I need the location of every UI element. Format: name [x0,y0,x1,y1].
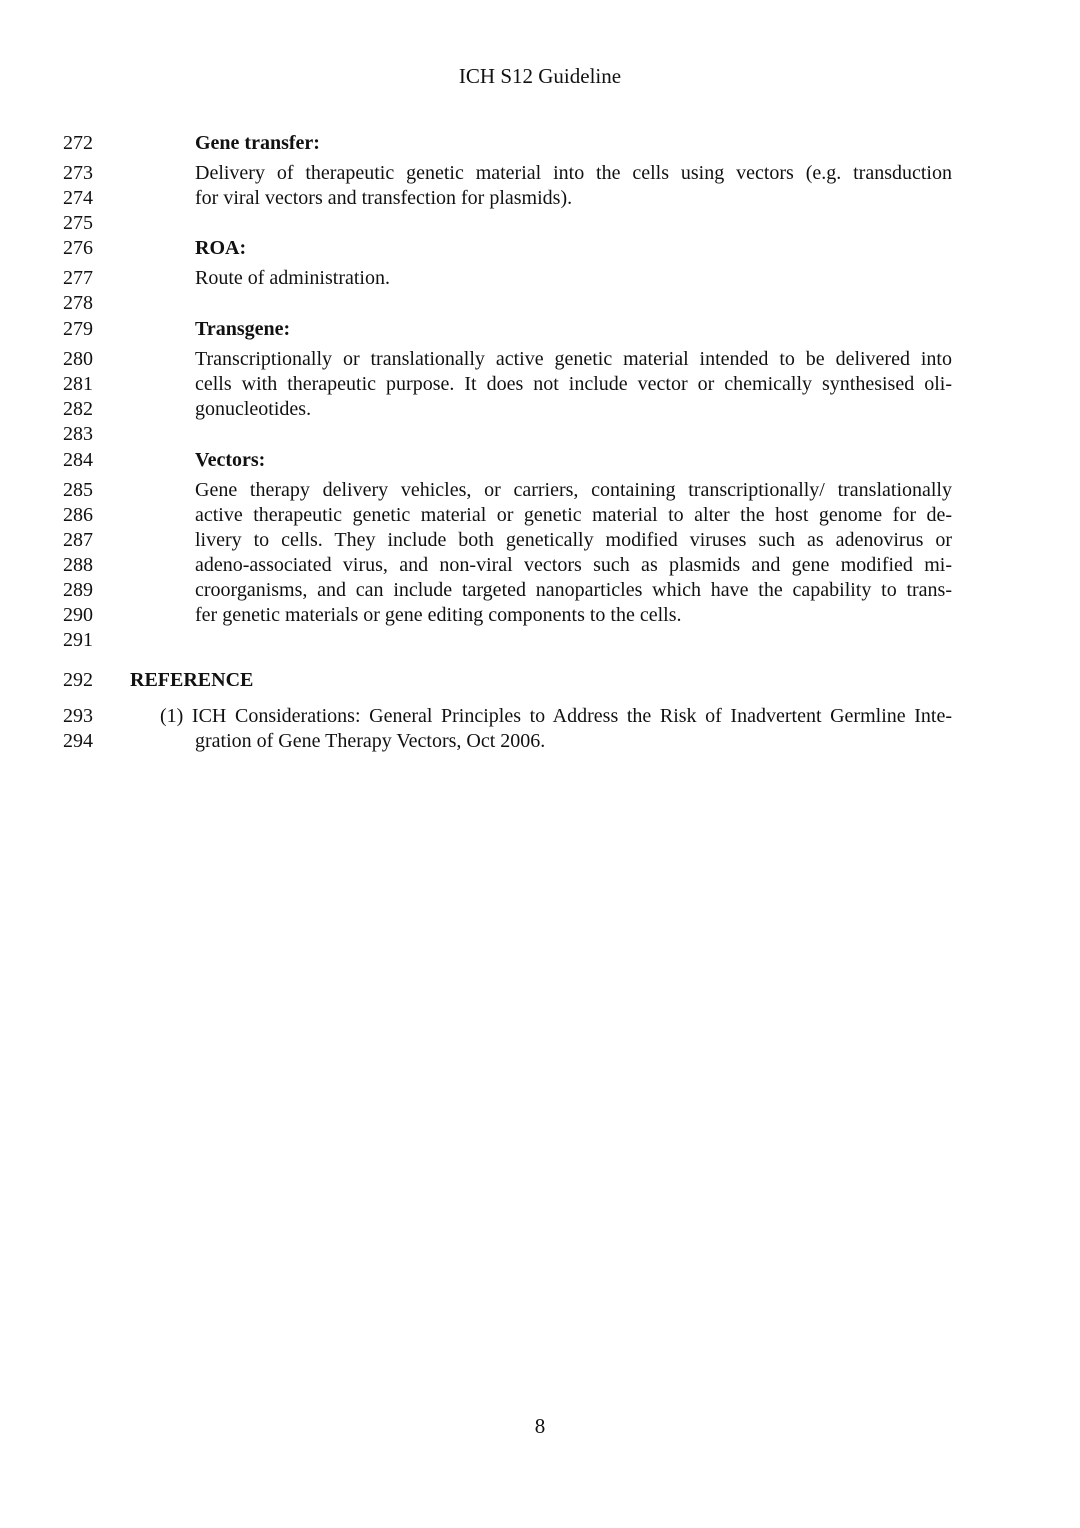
document-line [0,265,1080,291]
line-number: 284 [63,449,93,471]
document-line [0,577,1080,603]
reference-item: (1) ICH Considerations: General Principles to Address the Risk of Inadvertent Germline Inte- [160,705,952,727]
term-heading-roa: ROA: [195,237,247,259]
line-number: 276 [63,237,93,259]
document-line [0,290,1080,316]
page-header: ICH S12 Guideline [458,64,622,88]
line-number: 294 [63,730,93,752]
document-line [0,130,1080,156]
document-line [0,627,1080,653]
document-line [0,502,1080,528]
document-line [0,160,1080,186]
document-line [0,235,1080,261]
line-number: 278 [63,292,93,314]
body-text: Delivery of therapeutic genetic material into the cells using vectors (e.g. transduction [195,162,952,184]
line-number: 277 [63,267,93,289]
line-number: 272 [63,132,93,154]
page-number: 8 [534,1414,546,1438]
line-number: 282 [63,398,93,420]
document-line [0,210,1080,236]
body-text: croorganisms, and can include targeted nanoparticles which have the capability to trans- [195,579,952,601]
line-number: 288 [63,554,93,576]
line-number: 274 [63,187,93,209]
body-text: Gene therapy delivery vehicles, or carriers, containing transcriptionally/ translationally [195,479,952,501]
line-number: 291 [63,629,93,651]
line-number: 289 [63,579,93,601]
document-line [0,185,1080,211]
line-number: 293 [63,705,93,727]
document-line [0,552,1080,578]
section-heading-reference: REFERENCE [130,669,254,691]
document-line [0,728,1080,754]
line-number: 292 [63,669,93,691]
body-text: adeno-associated virus, and non-viral vectors such as plasmids and gene modified mi- [195,554,952,576]
document-line [0,667,1080,693]
reference-item: gration of Gene Therapy Vectors, Oct 2006. [195,730,546,752]
document-line [0,316,1080,342]
document-line [0,703,1080,729]
line-number: 281 [63,373,93,395]
body-text: active therapeutic genetic material or genetic material to alter the host genome for de- [195,504,952,526]
body-text: Transcriptionally or translationally active genetic material intended to be delivered into [195,348,952,370]
line-number: 280 [63,348,93,370]
body-text: gonucleotides. [195,398,312,420]
body-text: Route of administration. [195,267,390,289]
term-heading-vectors: Vectors: [195,449,266,471]
term-heading-gene-transfer: Gene transfer: [195,132,320,154]
line-number: 286 [63,504,93,526]
document-line [0,602,1080,628]
document-line [0,421,1080,447]
body-text: livery to cells. They include both genetically modified viruses such as adenovirus or [195,529,952,551]
document-line [0,371,1080,397]
document-line [0,396,1080,422]
document-line [0,346,1080,372]
document-line [0,527,1080,553]
body-text: cells with therapeutic purpose. It does not include vector or chemically synthesised oli- [195,373,952,395]
line-number: 275 [63,212,93,234]
line-number: 283 [63,423,93,445]
body-text: for viral vectors and transfection for plasmids). [195,187,573,209]
body-text: fer genetic materials or gene editing components to the cells. [195,604,682,626]
document-line [0,447,1080,473]
document-line [0,477,1080,503]
line-number: 287 [63,529,93,551]
line-number: 290 [63,604,93,626]
line-number: 279 [63,318,93,340]
term-heading-transgene: Transgene: [195,318,291,340]
line-number: 273 [63,162,93,184]
line-number: 285 [63,479,93,501]
